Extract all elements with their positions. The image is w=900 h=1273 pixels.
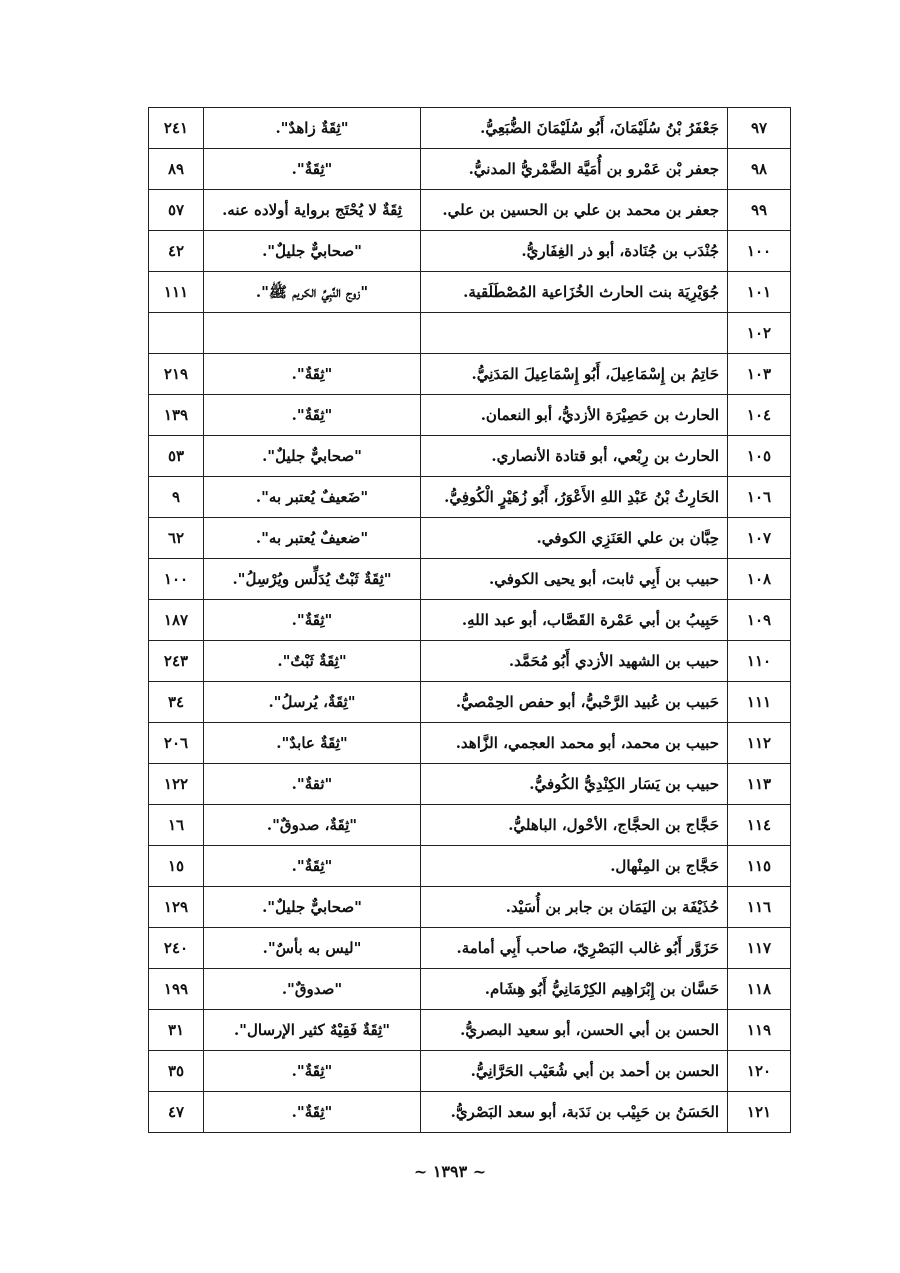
narration-count-cell: ٢٤٣ <box>149 641 204 682</box>
table-row <box>149 1051 791 1092</box>
narration-count-cell: ٢٤١ <box>149 108 204 149</box>
narrator-name-cell: حَجَّاج بن المِنْهال. <box>421 846 728 887</box>
narrator-name-cell: حُذَيْفَة بن اليَمَان بن جابر بن أُسَيْد. <box>421 887 728 928</box>
narrator-name-cell: الحسن بن أبي الحسن، أبو سعيد البصريُّ. <box>421 1010 728 1051</box>
table-row <box>149 846 791 887</box>
table-row <box>149 477 791 518</box>
narrator-grade-cell: "صدوقٌ". <box>204 969 421 1010</box>
table-row <box>149 436 791 477</box>
row-number-cell: ١٠٨ <box>728 559 791 600</box>
table-row <box>149 682 791 723</box>
narrator-grade-cell: "ثقةٌ". <box>204 764 421 805</box>
row-number-cell: ١٠٤ <box>728 395 791 436</box>
narrator-name-cell: حَسَّان بن إِبْرَاهِيم الكِرْمَانِيُّ أَبُو هِشَام. <box>421 969 728 1010</box>
narration-count-cell: ٥٧ <box>149 190 204 231</box>
narrator-grade-cell: "ثِقَةٌ، يُرسلُ". <box>204 682 421 723</box>
narrator-grade-cell: "صحابيٌّ جليلٌ". <box>204 887 421 928</box>
row-number-cell: ١١٨ <box>728 969 791 1010</box>
narrator-grade-cell: "ثِقَةٌ". <box>204 846 421 887</box>
table-row <box>149 641 791 682</box>
narrator-grade-cell: "ثِقَةٌ عابدٌ". <box>204 723 421 764</box>
table-row <box>149 969 791 1010</box>
narrator-grade-cell: "ليس به بأسٌ". <box>204 928 421 969</box>
narrator-grade-cell: "زوج النَّبِيِّ الكريم ﷺ". <box>204 272 421 313</box>
narrator-name-cell: حَبيب بن عُبيد الرَّحْبيُّ، أبو حفص الحِمْصيُّ. <box>421 682 728 723</box>
narration-count-cell: ٤٢ <box>149 231 204 272</box>
row-number-cell: ١٠٩ <box>728 600 791 641</box>
narrator-grade-cell: "ثِقَةٌ". <box>204 354 421 395</box>
row-number-cell: ١٠٢ <box>728 313 791 354</box>
row-number-cell: ١٠٥ <box>728 436 791 477</box>
narration-count-cell: ٣٤ <box>149 682 204 723</box>
narration-count-cell: ١٣٩ <box>149 395 204 436</box>
table-row <box>149 354 791 395</box>
narration-count-cell: ٤٧ <box>149 1092 204 1133</box>
table-row <box>149 149 791 190</box>
narrator-grade-cell: "ثِقَةٌ". <box>204 1051 421 1092</box>
row-number-cell: ١١٢ <box>728 723 791 764</box>
row-number-cell: ١١٥ <box>728 846 791 887</box>
table-row <box>149 559 791 600</box>
narration-count-cell: ١٢٢ <box>149 764 204 805</box>
narrator-grade-cell: "ثِقَةٌ". <box>204 1092 421 1133</box>
row-number-cell: ١١٠ <box>728 641 791 682</box>
row-number-cell: ١٢١ <box>728 1092 791 1133</box>
narration-count-cell: ١٨٧ <box>149 600 204 641</box>
narration-count-cell: ٢١٩ <box>149 354 204 395</box>
narration-count-cell: ٦٢ <box>149 518 204 559</box>
narration-count-cell: ٥٣ <box>149 436 204 477</box>
narration-count-cell: ١٥ <box>149 846 204 887</box>
narration-count-cell: ٩ <box>149 477 204 518</box>
narrator-name-cell: الحارث بن رِبْعي، أبو قتادة الأنصاري. <box>421 436 728 477</box>
table-row <box>149 1010 791 1051</box>
narrator-name-cell: حِبَّان بن علي العَنَزِي الكوفي. <box>421 518 728 559</box>
row-number-cell: ١١١ <box>728 682 791 723</box>
row-number-cell: ١١٣ <box>728 764 791 805</box>
table-row <box>149 395 791 436</box>
narration-count-cell: ٣٥ <box>149 1051 204 1092</box>
narrator-name-cell: حبيب بن الشهيد الأزدي أَبُو مُحَمَّد. <box>421 641 728 682</box>
narrator-name-cell: جعفر بن محمد بن علي بن الحسين بن علي. <box>421 190 728 231</box>
narrator-name-cell: الحارث بن حَصِيْرَة الأزديُّ، أبو النعمان. <box>421 395 728 436</box>
narration-count-cell: ٣١ <box>149 1010 204 1051</box>
narrator-grade-cell: "ثِقَةٌ". <box>204 600 421 641</box>
row-number-cell: ١٠١ <box>728 272 791 313</box>
row-number-cell: ٩٧ <box>728 108 791 149</box>
row-number-cell: ١١٧ <box>728 928 791 969</box>
narrator-name-cell <box>421 313 728 354</box>
table-row <box>149 313 791 354</box>
table-row <box>149 108 791 149</box>
table-row <box>149 600 791 641</box>
narrator-name-cell: حبيب بن يَسَار الكِنْدِيُّ الكُوفيُّ. <box>421 764 728 805</box>
narrator-grade-cell: "ثِقَةٌ فَقِيْهٌ كثير الإرسال". <box>204 1010 421 1051</box>
narrator-grade-cell: "ثِقَةٌ ثَبْتٌ". <box>204 641 421 682</box>
row-number-cell: ١١٩ <box>728 1010 791 1051</box>
table-row <box>149 723 791 764</box>
row-number-cell: ٩٨ <box>728 149 791 190</box>
narrator-grade-cell: ثِقَةٌ لا يُحْتَج برواية أولاده عنه. <box>204 190 421 231</box>
narrator-grade-cell: "ثِقَةٌ، صدوقٌ". <box>204 805 421 846</box>
narrator-name-cell: حبيب بن محمد، أبو محمد العجمي، الزَّاهد. <box>421 723 728 764</box>
narrator-name-cell: جَعْفَرُ بْنُ سُلَيْمَانَ، أَبُو سُلَيْمَانَ الضُّبَعِيُّ. <box>421 108 728 149</box>
table-row <box>149 805 791 846</box>
narrator-name-cell: حَجَّاج بن الحجَّاج، الأحْول، الباهليُّ. <box>421 805 728 846</box>
table-row <box>149 764 791 805</box>
narrator-name-cell: حبيب بن أَبِي ثابت، أبو يحيى الكوفي. <box>421 559 728 600</box>
row-number-cell: ١٠٣ <box>728 354 791 395</box>
narration-count-cell: ١١١ <box>149 272 204 313</box>
narrator-name-cell: حَبِيبُ بن أبي عَمْرة القَصَّاب، أبو عبد اللهِ. <box>421 600 728 641</box>
narrator-name-cell: حَزَوَّر أَبُو غالب البَصْرِيّ، صاحب أَبِي أمامة. <box>421 928 728 969</box>
page-number: ~ ١٣٩٣ ~ <box>413 1162 487 1181</box>
narration-count-cell: ١٦ <box>149 805 204 846</box>
row-number-cell: ١١٦ <box>728 887 791 928</box>
narration-count-cell <box>149 313 204 354</box>
narrator-name-cell: الحَسَنُ بن حَبِيْب بن نَدَبة، أبو سعد البَصْريُّ. <box>421 1092 728 1133</box>
table-row <box>149 231 791 272</box>
narrator-grade-cell: "ضعيفٌ يُعتبر به". <box>204 518 421 559</box>
table-row <box>149 887 791 928</box>
narration-count-cell: ٢٠٦ <box>149 723 204 764</box>
narrator-name-cell: الحَارِثُ بْنُ عَبْدِ اللهِ الأَعْوَرُ، أَبُو زُهَيْرٍ الْكُوفِيُّ. <box>421 477 728 518</box>
narrators-table <box>148 107 791 1133</box>
table-row <box>149 1092 791 1133</box>
narrator-grade-cell: "ضَعيفٌ يُعتبر به". <box>204 477 421 518</box>
table-row <box>149 518 791 559</box>
table-row <box>149 272 791 313</box>
narrator-grade-cell: "ثِقَةٌ". <box>204 395 421 436</box>
narrator-grade-cell: "صحابيٌّ جليلٌ". <box>204 231 421 272</box>
narrator-name-cell: جعفر بْن عَمْرو بن أُمَيَّة الضَّمْريُّ المدنيُّ. <box>421 149 728 190</box>
narrators-table-body <box>149 108 791 1133</box>
narration-count-cell: ١٩٩ <box>149 969 204 1010</box>
narration-count-cell: ١٠٠ <box>149 559 204 600</box>
narrator-name-cell: جُنْدَب بن جُنَادة، أبو ذر الغِفَاريُّ. <box>421 231 728 272</box>
row-number-cell: ١٠٠ <box>728 231 791 272</box>
narrator-grade-cell: "ثِقَةٌ". <box>204 149 421 190</box>
narrator-name-cell: جُوَيْرِيَة بنت الحارث الخُزَاعية المُصْطَلَقية. <box>421 272 728 313</box>
narration-count-cell: ٨٩ <box>149 149 204 190</box>
narrator-name-cell: حَاتِمُ بن إِسْمَاعِيلَ، أَبُو إِسْمَاعِيلَ المَدَنِيُّ. <box>421 354 728 395</box>
narration-count-cell: ٢٤٠ <box>149 928 204 969</box>
narrator-grade-cell: "ثِقَةٌ ثَبْتٌ يُدَلِّس ويُرْسِلُ". <box>204 559 421 600</box>
table-row <box>149 928 791 969</box>
row-number-cell: ١٠٦ <box>728 477 791 518</box>
table-row <box>149 190 791 231</box>
narration-count-cell: ١٢٩ <box>149 887 204 928</box>
narrator-name-cell: الحسن بن أحمد بن أبي شُعَيْب الحَرَّانِيُّ. <box>421 1051 728 1092</box>
row-number-cell: ١١٤ <box>728 805 791 846</box>
narrator-grade-cell: "صحابيٌّ جليلٌ". <box>204 436 421 477</box>
narrator-grade-cell: "ثِقَةٌ زاهدٌ". <box>204 108 421 149</box>
narrator-grade-cell <box>204 313 421 354</box>
row-number-cell: ٩٩ <box>728 190 791 231</box>
row-number-cell: ١٢٠ <box>728 1051 791 1092</box>
row-number-cell: ١٠٧ <box>728 518 791 559</box>
